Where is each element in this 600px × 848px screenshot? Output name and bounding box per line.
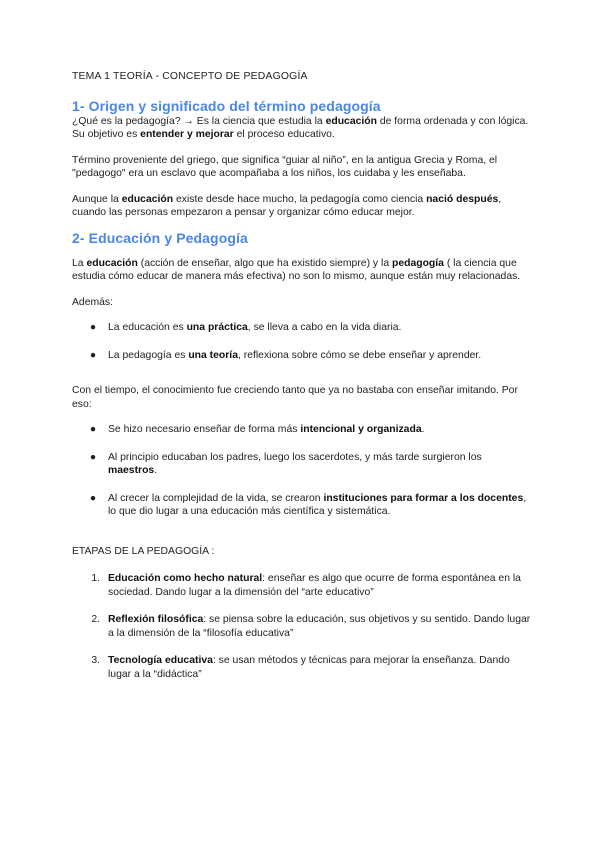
text-run: de forma ordenada y con lógica. Su objetivo es [72, 115, 529, 140]
text-run: La pedagogía es [108, 349, 189, 361]
text-run: Se hizo necesario enseñar de forma más [108, 424, 301, 435]
bold-run: instituciones para formar a los docentes [323, 492, 524, 504]
section-2-heading: 2- Educación y Pedagogía [72, 229, 248, 246]
bold-run: nació después [426, 193, 499, 205]
bullet-list-2 [72, 423, 532, 519]
bold-run: pedagogía [391, 257, 444, 269]
text-run: , reflexiona sobre cómo se debe enseñar y aprender. [237, 349, 482, 361]
section-1-paragraph-1 [72, 115, 532, 142]
bullet-icon: ● [89, 492, 97, 504]
text-run: : se usan métodos y técnicas para mejorar la enseñanza. Dando lugar a la “didáctica” [108, 655, 510, 680]
ademas-label: Además: [72, 296, 114, 308]
list-item [72, 423, 532, 437]
text-run: ¿Qué es la pedagogía? → Es la ciencia que estudia la [72, 115, 326, 127]
bullet-icon: ● [89, 349, 97, 361]
bold-run: educación [86, 257, 138, 269]
text-run: La [72, 257, 87, 269]
bold-run: maestros [108, 465, 155, 476]
section-2-paragraph-2: Con el tiempo, el conocimiento fue creciendo tanto que ya no bastaba con enseñar imitando. Por eso: [72, 385, 518, 410]
list-item [72, 349, 532, 363]
section-1-paragraph-2: Término proveniente del griego, que significa “guiar al niño”, en la antigua Grecia y Roma, el "pedagogo" era un esclavo que acompañaba a los niños, los cuidaba y les enseñaba. [72, 154, 498, 179]
text-run: ( la ciencia que estudia cómo educar de manera más efectiva) no son lo mismo, aunque están muy relacionadas. [72, 257, 521, 282]
text-run: . [154, 465, 158, 476]
text-run: existe desde hace mucho, la pedagogía como ciencia [173, 193, 427, 205]
bold-run: educación [121, 193, 174, 205]
text-run: La educación es [108, 322, 187, 333]
bold-run: entender y mejorar [140, 129, 234, 140]
list-item [72, 613, 532, 640]
text-run: Al principio educaban los padres, luego los sacerdotes, y más tarde surgieron los [108, 451, 482, 463]
bold-run: Tecnología educativa [108, 655, 213, 666]
bold-run: una teoría [188, 349, 238, 361]
list-number: 1. [91, 573, 100, 584]
bold-run: educación [325, 115, 377, 127]
bullet-list-1 [72, 321, 532, 362]
text-run: : se piensa sobre la educación, sus objetivos y su sentido. Dando lugar a la dimensión de la “filosofía educativa” [108, 614, 531, 639]
etapas-heading: ETAPAS DE LA PEDAGOGÍA : [72, 545, 215, 557]
etapas-list [72, 572, 532, 681]
text-run: Al crecer la complejidad de la vida, se crearon [108, 492, 324, 504]
list-item [72, 321, 532, 335]
bullet-icon: ● [89, 424, 97, 435]
list-item [72, 654, 532, 681]
list-number: 3. [91, 655, 100, 666]
text-run: , cuando las personas empezaron a pensar y organizar cómo educar mejor. [72, 193, 502, 218]
bullet-icon: ● [89, 451, 97, 463]
list-item [72, 572, 532, 599]
document-title: TEMA 1 TEORÍA - CONCEPTO DE PEDAGOGÍA [72, 71, 308, 82]
bullet-icon: ● [89, 322, 97, 333]
list-item [72, 451, 532, 478]
bold-run: Educación como hecho natural [108, 573, 263, 584]
list-item [72, 492, 532, 519]
document-page [72, 70, 532, 681]
text-run: . [421, 424, 425, 435]
section-1-heading: 1- Origen y significado del término pedagogía [72, 97, 381, 114]
section-2-paragraph-1 [72, 257, 532, 284]
text-run: el proceso educativo. [233, 129, 335, 140]
bold-run: intencional y organizada [300, 424, 422, 435]
bold-run: Reflexión filosófica [108, 614, 204, 625]
text-run: Aunque la [72, 193, 122, 205]
bold-run: una práctica [186, 322, 248, 333]
list-number: 2. [91, 614, 100, 625]
section-1-paragraph-3 [72, 193, 532, 220]
text-run: , se lleva a cabo en la vida diaria. [247, 322, 402, 333]
text-run: : enseñar es algo que ocurre de forma espontánea en la sociedad. Dando lugar a la dimensión del “arte educativo” [108, 573, 521, 598]
text-run: , lo que dio lugar a una educación más científica y sistemática. [108, 492, 527, 517]
text-run: (acción de enseñar, algo que ha existido siempre) y la [137, 257, 392, 269]
